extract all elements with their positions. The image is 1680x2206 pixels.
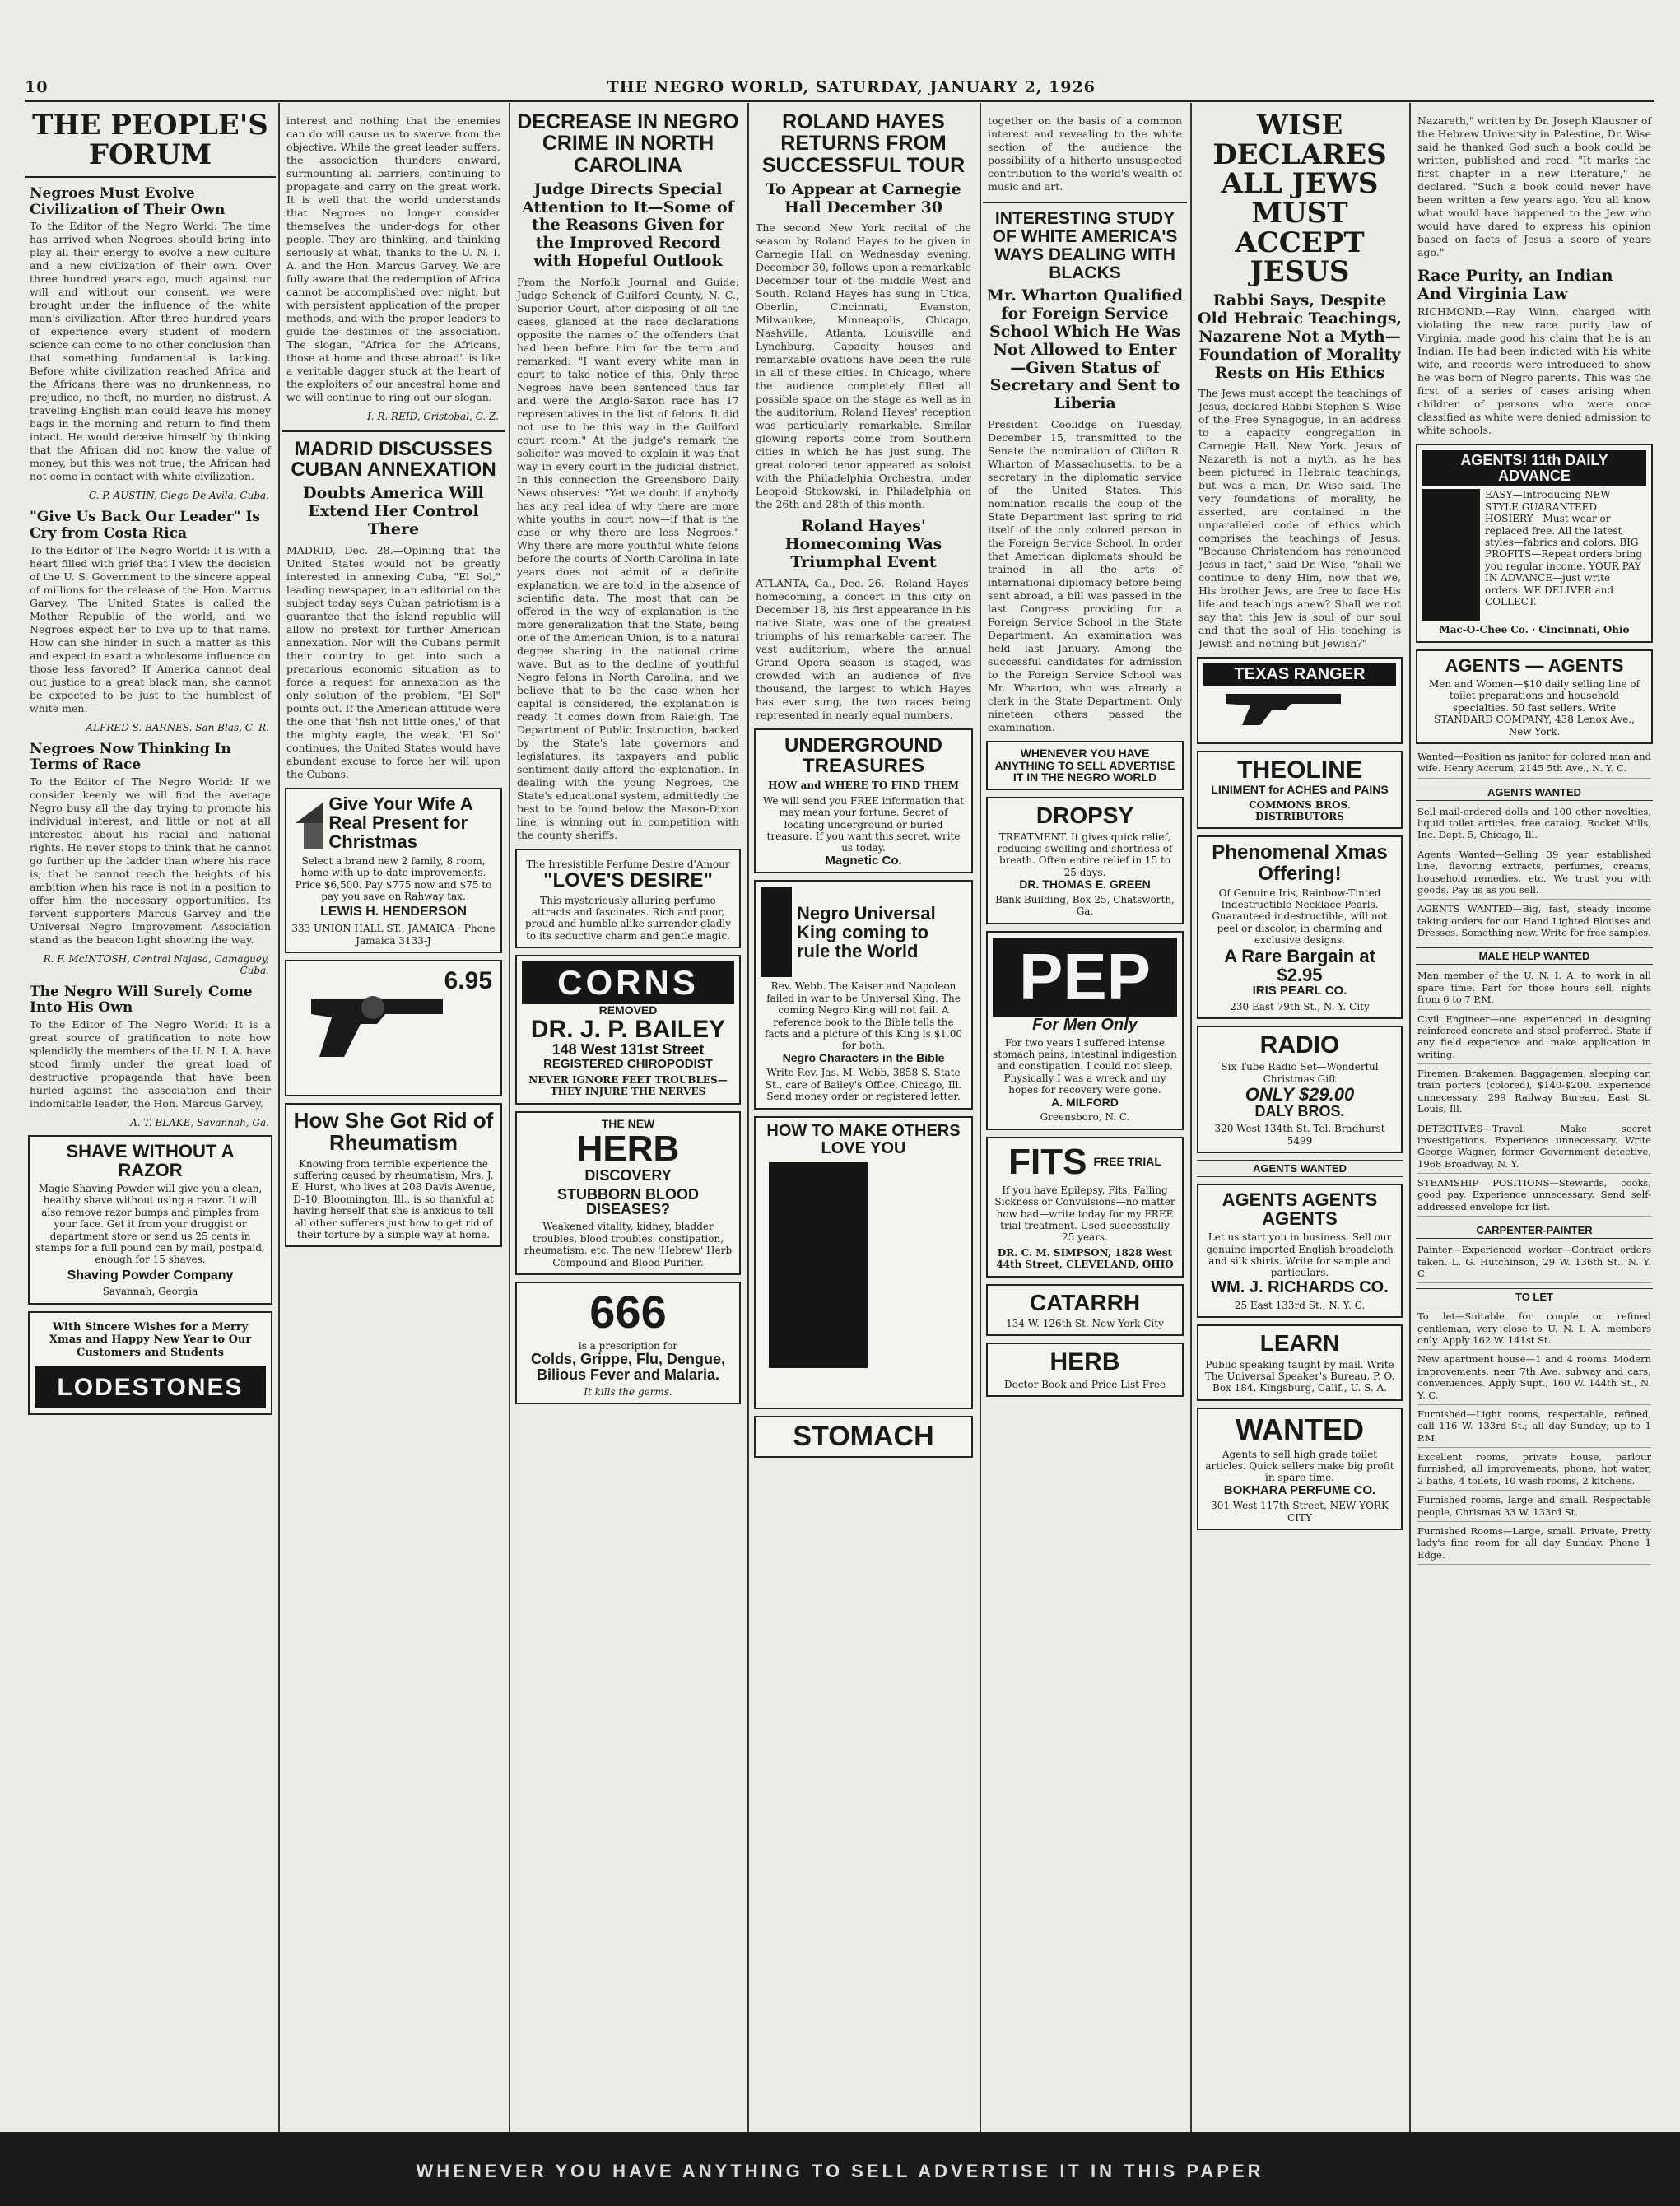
- letter-4-signature: A. T. BLAKE, Savannah, Ga.: [130, 1116, 269, 1129]
- wise-headline: WISE DECLARES ALL JEWS MUST ACCEPT JESUS: [1212, 109, 1387, 289]
- revolver-icon: [1217, 686, 1382, 727]
- masthead: [25, 78, 1654, 102]
- ad-fits: [986, 1137, 1184, 1278]
- classified-item: Civil Engineer—one experienced in designing reinforced concrete and steel preferred. State if any field experience and make application in writing.: [1417, 1013, 1651, 1065]
- ad-fits-title: FITS: [1008, 1141, 1087, 1182]
- ad-herb-book-title: HERB: [1049, 1348, 1120, 1376]
- ad-dropsy-name: DR. THOMAS E. GREEN: [1019, 877, 1151, 891]
- madrid-body: MADRID, Dec. 28.—Opining that the United States would not be greatly interested in annexing Cuba, "El Sol," leading newspaper, in an editorial on the subject today says Cuban patriotism is a guarantee that the island republic will allow no pretext for further American annexation. Nor will the Cubans permit their country to get into such a precarious economic situation as to force a request for annexation as the only solution of the problem, "El Sol" points out. If the American attitude were the one that 'fish not little ones,' of that the mighty eagle, the weak, 'El Sol' continues, the United States would have abundant excuse to force her will upon the Cubans.: [286, 543, 500, 780]
- classified-item: Agents Wanted—Selling 39 year established line, flavoring extracts, perfumes, creams, household remedies, etc. We trust you with goods. Pay us as you sell.: [1417, 849, 1651, 901]
- classified-item: Painter—Experienced worker—Contract orders taken. L. G. Hutchinson, 29 W. 136th St., N. Y. C.: [1417, 1244, 1651, 1283]
- ad-rheum-body: Knowing from terrible experience the suffering caused by rheumatism, Mrs. J. E. Hurst, who lives at 208 Davis Avenue, D-10, Bloomington, Ill., is so thankful at having herself that she is anxious to tell all other sufferers just how to get rid of their torture by a simple way at home.: [291, 1157, 496, 1240]
- ad-loves-desire: [515, 849, 741, 948]
- ad-love-others: [754, 1116, 973, 1409]
- ad-texas-ranger: [1197, 657, 1403, 744]
- ad-herb-title: HERB: [576, 1128, 680, 1169]
- homecoming-body: ATLANTA, Ga., Dec. 26.—Roland Hayes' homecoming, a concert in this city on December 18, his first appearance in his native State, was one of the greatest triumphs of his remarkable career. The vast auditorium, where the annual Grand Opera season is staged, was crowded with an audience of five thousand, the largest to which Hayes has ever sung, the two races being represented in nearly equal numbers.: [756, 576, 971, 721]
- ad-wife-name: LEWIS H. HENDERSON: [320, 905, 467, 919]
- classified-item: Man member of the U. N. I. A. to work in all spare time. Part for those hours sell, nights from 6 to 7 P.M.: [1417, 970, 1651, 1009]
- column-6: [1194, 103, 1406, 2128]
- classified-item: Furnished Rooms—Large, small. Private, Pretty lady's fine room for all day Sunday. Phone 1 Edge.: [1417, 1525, 1651, 1565]
- ad-666-tagline: It kills the germs.: [584, 1385, 672, 1398]
- ad-corns-address: 148 West 131st Street: [551, 1041, 705, 1059]
- ad-advance-title: AGENTS! 11th DAILY ADVANCE: [1422, 450, 1646, 486]
- ad-agents2-title: AGENTS — AGENTS: [1445, 654, 1624, 676]
- ad-learn: [1197, 1324, 1403, 1401]
- ad-razor-body: Magic Shaving Powder will give you a clean, healthy shave without using a razor. It will also remove razor bumps and pimples from your face. Get it from your druggist or department store or send us 25 cents in stamps for a full pound can by mail, postpaid, enough for 15 shaves.: [35, 1182, 265, 1266]
- race-purity-headline: Race Purity, an Indian And Virginia Law: [1417, 267, 1613, 303]
- ad-und-company: Magnetic Co.: [825, 853, 902, 868]
- ad-corns-name: DR. J. P. BAILEY: [530, 1015, 726, 1043]
- ad-pep-name: A. MILFORD: [1051, 1095, 1119, 1109]
- ad-666-list: Colds, Grippe, Flu, Dengue, Bilious Fever and Malaria.: [530, 1351, 725, 1383]
- ad-wanted-address: 301 West 117th Street, NEW YORK CITY: [1211, 1500, 1389, 1524]
- ad-pep-sub: For Men Only: [1032, 1015, 1138, 1034]
- ad-razor-city: Savannah, Georgia: [102, 1286, 198, 1298]
- ad-666-number: 666: [589, 1285, 667, 1338]
- ad-razor-title: SHAVE WITHOUT A RAZOR: [66, 1140, 235, 1180]
- ad-king-title: Negro Universal King coming to rule the World: [796, 902, 936, 961]
- ad-king-sub: Negro Characters in the Bible: [782, 1050, 945, 1064]
- ad-razor-company: Shaving Powder Company: [67, 1268, 234, 1282]
- classified-item: AGENTS WANTED—Big, fast, steady income taking orders for our Hand Lighted Blouses and Dresses. Something new. Write for free samples.: [1417, 903, 1651, 942]
- column-rule: [747, 103, 749, 2144]
- ad-revolver: [285, 960, 502, 1096]
- ad-wanted-body: Agents to sell high grade toilet articles. Quick sellers make big profit in spare time.: [1205, 1448, 1394, 1484]
- ad-xmas-company: IRIS PEARL CO.: [1252, 983, 1347, 998]
- ad-herb-book: [986, 1343, 1184, 1397]
- ad-wanted-company: BOKHARA PERFUME CO.: [1223, 1482, 1376, 1497]
- ad-radio-sub: Six Tube Radio Set—Wonderful Christmas Gift: [1221, 1061, 1379, 1085]
- ad-xmas-price: A Rare Bargain at $2.95: [1224, 945, 1375, 985]
- classified-item: DETECTIVES—Travel. Make secret investigations. Experience unnecessary. Write George Wagner, former Government detective, 1968 Broadway, N. Y.: [1417, 1123, 1651, 1175]
- agents-wanted-head: AGENTS WANTED: [1197, 1160, 1403, 1177]
- ad-advertise-text: WHENEVER YOU HAVE ANYTHING TO SELL ADVERTISE IT IN THE NEGRO WORLD: [994, 747, 1175, 784]
- ad-advance-company: Mac-O-Chee Co. · Cincinnati, Ohio: [1439, 624, 1630, 636]
- ad-corns-tagline: NEVER IGNORE FEET TROUBLES—THEY INJURE THE NERVES: [528, 1074, 728, 1098]
- ad-king-address: Write Rev. Jas. M. Webb, 3858 S. State St., care of Bailey's Office, Chicago, Ill. Send money order or registered letter.: [765, 1067, 962, 1103]
- madrid-headline: MADRID DISCUSSES CUBAN ANNEXATION: [282, 430, 505, 480]
- ad-give-your-wife: [285, 788, 502, 953]
- class-to-let-head: TO LET: [1416, 1288, 1653, 1305]
- ad-stomach: [754, 1416, 973, 1459]
- classified-item: STEAMSHIP POSITIONS—Stewards, cooks, good pay. Experience unnecessary. Send self-addressed envelope for list.: [1417, 1177, 1651, 1217]
- forum-title: THE PEOPLE'S FORUM: [25, 111, 276, 178]
- ad-catarrh: [986, 1284, 1184, 1337]
- ad-agents-shirts: [1197, 1184, 1403, 1318]
- ad-dropsy-title: DROPSY: [1035, 803, 1134, 829]
- page-number: 10: [25, 78, 49, 96]
- class-agents-head: AGENTS WANTED: [1416, 784, 1653, 801]
- ad-dropsy-body: TREATMENT. It gives quick relief, reducing swelling and shortness of breath. Often entire relief in 15 to 25 days.: [997, 831, 1173, 878]
- ad-wanted-perfume: [1197, 1408, 1403, 1531]
- letter-continuation-body: interest and nothing that the enemies can do will cause us to swerve from the objective. While the great leader suffers, the association thunders onward, surmounting all barriers, continuing to propagate and carry on the great work. It is well that the world understands that Negroes no longer consider themselves the under-dogs for other people. They are thinking, and thinking seriously at what, thanks to the U. N. I. A. and the Hon. Marcus Garvey. We are fully aware that the redemption of Africa cannot be accomplished over night, but with persistent application of the proper methods, and with the proper leaders to guide the destinies of the association. The slogan, "Africa for the Africans, those at home and those abroad" is like a veritable dagger stuck at the heart of the exploiters of our ancestral home and we will continue to ring out our slogan.: [286, 114, 500, 403]
- race-purity-body: RICHMOND.—Ray Winn, charged with violating the new race purity law of Virginia, made good his claim that he is an Indian. He had been indicted with his white wife, and records were introduced to show he was born of Negro parents. This was the first of a series of cases arising when children of persons who were once classified as white were denied admission to white schools.: [1417, 305, 1651, 436]
- ad-catarrh-address: 134 W. 126th St. New York City: [1006, 1317, 1164, 1329]
- classified-item: Sell mail-ordered dolls and 100 other novelties, liquid toilet articles, free catalog. Rocket Mills, Inc. Dept. 5, Chicago, Ill.: [1417, 806, 1651, 845]
- column-4: [751, 103, 976, 2128]
- ad-fits-name: DR. C. M. SIMPSON, 1828 West 44th Street, CLEVELAND, OHIO: [996, 1246, 1174, 1271]
- ad-pep-city: Greensboro, N. C.: [1040, 1111, 1130, 1124]
- ad-catarrh-title: CATARRH: [1029, 1289, 1141, 1315]
- letter-continuation-signature: I. R. REID, Cristobal, C. Z.: [367, 411, 499, 422]
- ad-und-title: UNDERGROUND TREASURES: [784, 733, 942, 778]
- masthead-title: THE NEGRO WORLD, SATURDAY, JANUARY 2, 1926: [607, 78, 1096, 96]
- ad-und-body: We will send you FREE information that may mean your fortune. Secret of locating underground or buried treasure. If you want this secret, write us today.: [762, 794, 965, 854]
- column-3: [512, 103, 744, 2128]
- ad-wife-address: 333 UNION HALL ST., JAMAICA · Phone Jamaica 3133-J: [291, 923, 496, 947]
- class-carpenter-head: CARPENTER-PAINTER: [1416, 1222, 1653, 1239]
- classified-item: Excellent rooms, private house, parlour furnished, all improvements, phone, hot water, 2 baths, 4 toilets, 10 wash rooms, 2 kitchens.: [1417, 1451, 1651, 1491]
- ad-herb-book-sub: Doctor Book and Price List Free: [1003, 1378, 1166, 1390]
- ad-herb-body: Weakened vitality, kidney, bladder troubles, blood troubles, constipation, rheumatism, etc. The new 'Hebrew' Herb Compound and Blood Purifier.: [524, 1221, 733, 1268]
- ad-xmas-wishes: [28, 1311, 272, 1415]
- ad-revolver-price: 6.95: [444, 967, 492, 995]
- ad-agents-address: 25 East 133rd St., N. Y. C.: [1234, 1299, 1366, 1311]
- classified-item: To let—Suitable for couple or refined gentleman, very close to U. N. I. A. members only. Apply 162 W. 141st St.: [1417, 1310, 1651, 1350]
- ad-herb-discovery: [515, 1111, 741, 1275]
- letter-2-body: To the Editor of The Negro World: It is with a heart filled with grief that I view the decision of the U. S. Government to the sincere appeal of millions for the release of the Hon. Marcus Garvey. The United States is called the Mother Republic of the world, and we Negroes expect her to live up to that name. How can she hinder in such a matter as this and expect to exact a wholesome influence on those less favored? If America cannot deal out justice to a great black man, she cannot be expected to be just to the humblest of white men.: [30, 543, 271, 714]
- ad-radio-company: DALY BROS.: [1254, 1103, 1345, 1120]
- ad-xmas-wishes-text: With Sincere Wishes for a Merry Xmas and Happy New Year to Our Customers and Students: [49, 1320, 252, 1360]
- ad-love-title: "LOVE'S DESIRE": [543, 869, 713, 892]
- homecoming-subhead: Roland Hayes' Homecoming Was Triumphal Event: [784, 517, 942, 572]
- ad-fits-free: FREE TRIAL: [1093, 1155, 1161, 1169]
- letter-2-signature: ALFRED S. BARNES. San Blas, C. R.: [86, 721, 269, 733]
- ad-shave-without-razor: [28, 1135, 272, 1305]
- ad-texas-title: TEXAS RANGER: [1203, 663, 1396, 686]
- classified-item: Firemen, Brakemen, Baggagemen, sleeping car, train porters (colored), $140-$200. Experience unnecessary. 299 Railway Bureau, East St. Louis, Ill.: [1417, 1068, 1651, 1119]
- hayes-headline: ROLAND HAYES RETURNS FROM SUCCESSFUL TOUR: [761, 110, 966, 177]
- bottom-banner-text: WHENEVER YOU HAVE ANYTHING TO SELL ADVERTISE IT IN THIS PAPER: [416, 2161, 1264, 2181]
- wise-subhead: Rabbi Says, Despite Old Hebraic Teachings, Nazarene Not a Myth—Foundation of Morality Rests on His Ethics: [1197, 291, 1403, 382]
- ad-dropsy-address: Bank Building, Box 25, Chatsworth, Ga.: [995, 893, 1175, 918]
- hayes-continuation: together on the basis of a common interest and revealing to the white section of the audience the possibility of a hitherto unsuspected contribution to the world's wealth of music and art.: [988, 114, 1182, 193]
- wise-body: The Jews must accept the teachings of Jesus, declared Rabbi Stephen S. Wise of the Free Synagogue, in an address to a capacity congregation in Carnegie Hall, New York. Jesus of Nazareth is not a myth, as he has been pictured in Hebraic teachings, but was a man, Dr. Wise said. The very foundations of morality, he asserted, are contained in the unparalleled code of ethics which comprises the teachings of Jesus. "Because Christendom has renounced Jesus in fact," said Dr. Wise, "shall we continue to deny Him, now that we, His brother Jews, are free to face His life and teachings anew? Shall we not say that this Jew is soul of our soul and that the soul of His teaching is Jewish and nothing but Jewish?": [1198, 387, 1401, 650]
- ad-pep-title: PEP: [993, 938, 1177, 1017]
- ad-stomach-title: STOMACH: [793, 1420, 934, 1452]
- ad-radio-price: ONLY $29.00: [1245, 1084, 1355, 1105]
- figure-image: [769, 1162, 868, 1368]
- ad-666: [515, 1282, 741, 1404]
- class-help-head: MALE HELP WANTED: [1416, 947, 1653, 965]
- hayes-subhead: To Appear at Carnegie Hall December 30: [766, 179, 961, 216]
- column-rule: [1409, 103, 1411, 2144]
- ad-666-sub: is a prescription for: [578, 1339, 678, 1352]
- ad-agents-company: WM. J. RICHARDS CO.: [1211, 1278, 1389, 1296]
- ad-advertise-box: [986, 741, 1184, 790]
- ad-corns-title: CORNS: [522, 961, 734, 1004]
- ad-rheum-title: How She Got Rid of Rheumatism: [293, 1108, 494, 1156]
- letter-4-headline: The Negro Will Surely Come Into His Own: [30, 983, 253, 1017]
- ad-dropsy: [986, 797, 1184, 924]
- ad-learn-body: Public speaking taught by mail. Write The Universal Speaker's Bureau, P. O. Box 184, Kingsburg, Calif., U. S. A.: [1204, 1358, 1395, 1394]
- ad-herb-sub: DISCOVERY: [584, 1166, 672, 1184]
- ad-xmas-address: 230 East 79th St., N. Y. City: [1230, 1000, 1370, 1012]
- crime-subhead: Judge Directs Special Attention to It—Some of the Reasons Given for the Improved Record with Hopeful Outlook: [522, 179, 734, 271]
- letter-4-body: To the Editor of The Negro World: It is a great source of gratification to note how splendidly the members of the U. N. I. A. have stood firmly under the great load of destructive propaganda that have been hurled against the association and their indomitable leader, the Hon. Marcus Garvey.: [30, 1017, 271, 1110]
- portrait-image: [761, 887, 792, 977]
- ad-fits-body: If you have Epilepsy, Fits, Falling Sickness or Convulsions—no matter how bad—write today for my FREE trial treatment. Used successfully 25 years.: [994, 1184, 1175, 1244]
- ad-xmas-title: Phenomenal Xmas Offering!: [1212, 841, 1388, 885]
- wharton-subhead: Mr. Wharton Qualified for Foreign Service School Which He Was Not Allowed to Enter—Given Status of Secretary and Sent to Liberia: [986, 286, 1184, 413]
- ad-corns-sub: REMOVED: [598, 1003, 658, 1017]
- ad-herb-question: STUBBORN BLOOD DISEASES?: [557, 1185, 699, 1218]
- ad-agents-standard: [1416, 649, 1653, 744]
- ad-corns-role: REGISTERED CHIROPODIST: [543, 1057, 713, 1072]
- column-rule: [278, 103, 280, 2144]
- ad-und-sub: HOW and WHERE TO FIND THEM: [768, 780, 959, 792]
- ad-pep-body: For two years I suffered intense stomach pains, intestinal indigestion and constipation. I could not sleep. Physically I was a wreck and my hopes for recovery were gone.: [993, 1036, 1177, 1096]
- ad-theo-title: THEOLINE: [1237, 756, 1362, 784]
- wharton-body: President Coolidge on Tuesday, December 15, transmitted to the Senate the nomination of Clifton R. Wharton of Massachusetts, to be a secretary in the diplomatic service of the United States. This nomination recalls the coup of the State Department last spring to rid itself of the only colored person in the Foreign Service School. In order that American diplomats should be trained in all the arts of international diplomacy before being sent abroad, a bill was passed in the last Congress providing for a Foreign Service School in the State Department. An examination was held last January. Among the successful candidates for admission to the Foreign Service School was Mr. Wharton, who was already a clerk in the State Department. Only nineteen others passed the examination.: [988, 418, 1182, 734]
- madrid-subhead: Doubts America Will Extend Her Control There: [303, 484, 484, 539]
- classified-item: Wanted—Position as janitor for colored man and wife. Henry Accrum, 2145 5th Ave., N. Y. C.: [1417, 751, 1651, 779]
- column-rule: [1190, 103, 1192, 2144]
- ad-love-body: This mysteriously alluring perfume attracts and fascinates. Rich and poor, proud and humble alike surrender gladly to its seductive charm and gentle magic.: [524, 894, 732, 942]
- ad-negro-king: [754, 880, 973, 1109]
- letter-2-headline: "Give Us Back Our Leader" Is Cry from Costa Rica: [30, 509, 260, 542]
- column-rule: [509, 103, 510, 2144]
- ad-love-others-title: HOW TO MAKE OTHERS LOVE YOU: [766, 1121, 961, 1157]
- ad-herb-kicker: THE NEW: [601, 1116, 655, 1130]
- column-2: [282, 103, 505, 2128]
- letter-3-signature: R. F. McINTOSH, Central Najasa, Camaguey, Cuba.: [43, 952, 269, 976]
- ad-agents-title: AGENTS AGENTS AGENTS: [1222, 1189, 1378, 1230]
- ad-radio: [1197, 1026, 1403, 1153]
- classified-item: Furnished—Light rooms, respectable, refined, call 116 W. 133rd St.; all day Sunday; up to 1 P.M.: [1417, 1408, 1651, 1448]
- ad-radio-title: RADIO: [1259, 1031, 1340, 1059]
- hayes-body: The second New York recital of the season by Roland Hayes to be given in Carnegie Hall on Wednesday evening, December 30, follows upon a remarkable December tour of the middle West and South. Roland Hayes has sung in Utica, Oberlin, Cincinnati, Evanston, Milwaukee, Minneapolis, Chicago, Nashville, Atlanta, Louisville and Lynchburg. Capacity houses and remarkable ovations have been the rule in all of these cities. In Chicago, where the audience completely filled all possible space on the stage as well as in the auditorium, Roland Hayes' reception was particularly remarkable. Similar glowing reports come from Southern cities in which he has just sung. The great colored tenor appeared as soloist with the Philadelphia Orchestra, under Leopold Stokowski, in Philadelphia on the 26th and 28th of this month.: [756, 221, 971, 511]
- column-1: [25, 103, 276, 2128]
- ad-advance-body: EASY—Introducing NEW STYLE GUARANTEED HOSIERY—Must wear or replaced free. All the latest styles—fabrics and colors. BIG PROFITS—Repeat orders bring you regular income. YOUR PAY IN ADVANCE—just write orders. WE DELIVER and COLLECT.: [1485, 489, 1643, 607]
- crime-headline: DECREASE IN NEGRO CRIME IN NORTH CAROLINA: [517, 110, 739, 177]
- ad-underground-treasures: [754, 728, 973, 873]
- ad-theoline: [1197, 751, 1403, 829]
- letter-3-headline: Negroes Now Thinking In Terms of Race: [30, 740, 231, 774]
- ad-agents2-body: Men and Women—$10 daily selling line of toilet preparations and household specialties. 50 fast sellers. Write STANDARD COMPANY, 438 Lenox Ave., New York.: [1428, 677, 1640, 738]
- classified-item: New apartment house—1 and 4 rooms. Modern improvements; near 7th Ave. subway and cars; conveniences. Apply Supt., 160 W. 144th St., N. Y. C.: [1417, 1353, 1651, 1405]
- ad-xmas-offering: [1197, 835, 1403, 1019]
- ad-pep: [986, 931, 1184, 1130]
- ad-radio-address: 320 West 134th St. Tel. Bradhurst 5499: [1214, 1123, 1385, 1147]
- column-5: [983, 103, 1187, 2128]
- ad-xmas-body: Of Genuine Iris, Rainbow-Tinted Indestructible Necklace Pearls. Guaranteed indestructible, will not peel or discolor, in charming and exclusive designs.: [1212, 887, 1388, 947]
- ad-wife-title: Give Your Wife A Real Present for Christmas: [328, 794, 472, 853]
- ad-lodestones-title: LODESTONES: [35, 1366, 266, 1409]
- ad-theo-sub: LINIMENT for ACHES and PAINS: [1211, 782, 1389, 796]
- column-rule: [980, 103, 981, 2144]
- wharton-headline: INTERESTING STUDY OF WHITE AMERICA'S WAYS DEALING WITH BLACKS: [983, 202, 1187, 282]
- ad-corns: [515, 955, 741, 1105]
- classified-item: Furnished rooms, large and small. Respectable people, Chrismas 33 W. 133rd St.: [1417, 1494, 1651, 1522]
- ad-theo-company: COMMONS BROS. DISTRIBUTORS: [1249, 798, 1351, 822]
- ad-wanted-title: WANTED: [1236, 1412, 1364, 1446]
- ad-agents-body: Let us start you in business. Sell our genuine imported English broadcloth and silk shirts. Write for sample and particulars.: [1206, 1231, 1394, 1279]
- hosiery-image: [1422, 489, 1480, 621]
- ad-wife-body: Select a brand new 2 family, 8 room, home with up-to-date improvements. Price $6,500. Pay $775 now and $75 to pay you save on Rahway tax.: [295, 854, 492, 903]
- column-7: [1412, 103, 1656, 2128]
- wise-continuation: Nazareth," written by Dr. Joseph Klausner of the Hebrew University in Palestine, Dr. Wise said he thanked God such a book could be written, published and read. "It marks the first chapter in a new literature," he declared. "Such a book could never have been written a few years ago. You all know what would have happened to the Jew who would have dared to express his opinion based on facts of Jesus a score of years ago.": [1417, 114, 1651, 258]
- crime-body: From the Norfolk Journal and Guide: Judge Schenck of Guilford County, N. C., Superior Court, after disposing of all the cases, glanced at the race declarations opposite the names of the offenders that had been before him for the term and remarked: "I want every white man in court to take notice of this. Only three Negroes have been sentenced thus far and were the Anglo-Saxon race has 17 representatives in the list of felons. It did not use to be this way in the Guilford court room." At the judge's remark the solicitor was moved to explain it was that way in every court in the judicial district. In this connection the Greensboro Daily News observes: "Yet we doubt if anybody has any real idea of why there are more white youths in court now—if that is the case—or why there are less Negroes." Why there are more youthful white felons before the courts of North Carolina in late years does not admit of a definite explanation, we are told, in the absence of scientific data. The most that can be offered in the way of explanation is the more generalization that the State, being one of the American Union, is to a natural degree sharing in the national crime wave. But as to the decline of youthful Negro felons in North Carolina, and we believe that to be the case when her capital is considered, the explanation is ready. It comes down from Raleigh. The Department of Public Instruction, backed by the State's late governors and legislatures, its taxpayers and public sentiment daily afford the explanation. In dealing with the young Negroes, the State's educational system, admittedly the best to be found below the Mason-Dixon line, is winning out in competition with the county sheriffs.: [517, 275, 739, 841]
- ad-learn-title: LEARN: [1259, 1330, 1340, 1357]
- ad-love-tagline: The Irresistible Perfume Desire d'Amour: [526, 858, 730, 870]
- house-icon: [291, 794, 323, 852]
- ad-rheumatism: [285, 1103, 502, 1247]
- letter-1-body: To the Editor of the Negro World: The time has arrived when Negroes should bring into play all their energy to evolve a new culture and a new civilization of their own. Over three hundred years ago, much against our will and without our consent, we were brought under the influence of the white man's civilization. After three hundred years of experience every student of modern science can come to no other conclusion than that something fundamental is lacking. Before white civilization reached Africa and the Africans there was no drunkenness, no prejudice, no theft, no murder, no distrust. A traveling English man could leave his money bags in the morning and return to find them intact. He would deceive himself by thinking that the African did not know the value of money, but this was not true; the African had not come in contact with white civilization.: [30, 220, 271, 483]
- letter-3-body: To the Editor of The Negro World: If we consider keenly we will find the average Negro busy all the day trying to promote his individual interest, and little or not at all interested about his racial and national rights. He never stops to think that he cannot go further up the ladder than where his race is; that he cannot reach the heights of his ambition when his race is not in a position to offer him the necessary opportunities. Its fervent supporters Marcus Garvey and the Universal Negro Improvement Association stand as the beacon light showing the way.: [30, 775, 271, 946]
- letter-1-headline: Negroes Must Evolve Civilization of Their Own: [30, 185, 226, 218]
- letter-1-signature: C. P. AUSTIN, Ciego De Avila, Cuba.: [88, 490, 269, 502]
- ad-king-body: Rev. Webb. The Kaiser and Napoleon failed in war to be Universal King. The coming Negro King will not fail. A reference book to the Bible tells the facts and a picture of this King is $1.00 for both.: [765, 980, 962, 1052]
- ad-daily-advance: [1416, 444, 1653, 643]
